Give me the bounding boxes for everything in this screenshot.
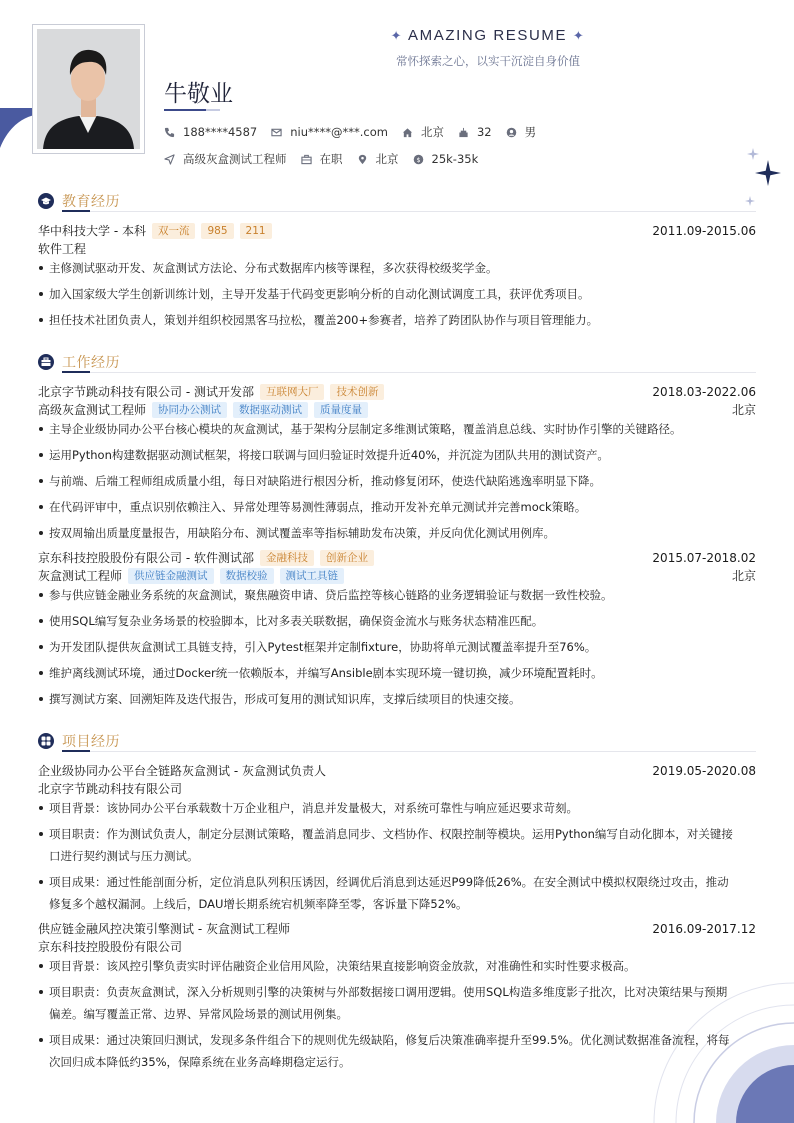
school-tag: 211	[240, 223, 272, 239]
project-bullet-line: 口进行契约测试与压力测试。	[49, 849, 199, 863]
age-text: 32	[476, 125, 492, 139]
section-divider	[62, 751, 756, 752]
resume-subtitle: 常怀探索之心，以实干沉淀自身价值	[396, 54, 580, 68]
send-icon	[164, 154, 175, 165]
education-title: 教育经历	[62, 194, 120, 210]
role-tag: 供应链金融测试	[128, 568, 214, 584]
role-tag: 数据校验	[220, 568, 274, 584]
briefcase-icon	[38, 354, 54, 370]
company-tag: 互联网大厂	[260, 384, 325, 400]
project-bullet	[38, 1029, 756, 1073]
section-accent	[62, 750, 90, 752]
salary-text: 25k-35k	[431, 152, 479, 166]
project-date: 2016.09-2017.12	[652, 921, 756, 936]
school-name: 华中科技大学 - 本科	[38, 224, 146, 238]
location-pin-icon	[357, 154, 368, 165]
work-bullet: 运用Python构建数据驱动测试框架，将接口联调与回归验证时效提升近40%，并沉淀为团队共用的测试资产。	[38, 444, 756, 466]
sparkle-icon	[745, 146, 781, 208]
project-bullet-line: 次回归成本降低约35%，保障系统在业务高峰期稳定运行。	[49, 1055, 351, 1069]
avatar-portrait	[37, 29, 140, 149]
work-entry-header	[38, 549, 756, 566]
education-section-header	[38, 191, 120, 211]
project-bullet-line: 偏差。编写覆盖正常、边界、异常风险场景的测试用例集。	[49, 1007, 348, 1021]
job-intent-row	[164, 151, 492, 167]
svg-text:$: $	[415, 155, 421, 164]
work-bullet: 为开发团队提供灰盒测试工具链支持，引入Pytest框架并定制fixture，协助将单元测试覆盖率提升至76%。	[38, 636, 756, 658]
project-bullet	[38, 871, 756, 915]
project-bullet-line: 项目成果：通过决策回归测试，发现多条件组合下的规则优先级缺陷，修复后决策准确率提升至99.5%。优化测试数据准备流程，将每	[49, 1033, 730, 1047]
gender-text: 男	[524, 125, 537, 139]
role-tag: 协同办公测试	[152, 402, 227, 418]
money-icon	[413, 154, 424, 165]
section-accent	[62, 371, 90, 373]
home-icon	[402, 127, 413, 138]
work-title: 工作经历	[62, 355, 120, 371]
role-tag: 测试工具链	[280, 568, 345, 584]
role-tag: 数据驱动测试	[233, 402, 308, 418]
work-location: 北京	[731, 403, 756, 417]
target-city-info	[357, 151, 399, 167]
project-entry-header	[38, 762, 756, 779]
city-info	[402, 124, 444, 140]
work-entry-header	[38, 383, 756, 400]
work-role-row	[38, 401, 756, 418]
phone-icon	[164, 127, 175, 138]
work-date: 2018.03-2022.06	[652, 384, 756, 399]
project-title: 项目经历	[62, 734, 120, 750]
company-name: 京东科技控股股份有限公司 - 软件测试部	[38, 551, 254, 565]
project-name: 供应链金融风控决策引擎测试 - 灰盒测试工程师	[38, 922, 290, 936]
work-bullet: 维护离线测试环境，通过Docker统一依赖版本，并编写Ansible剧本实现环境一键切换，减少环境配置耗时。	[38, 662, 756, 684]
company-name: 北京字节跳动科技有限公司 - 测试开发部	[38, 385, 254, 399]
company-tag: 创新企业	[320, 550, 374, 566]
salary-info	[413, 152, 479, 166]
star-icon: ✦	[390, 28, 404, 43]
name-underline	[164, 109, 206, 111]
phone-text: 188****4587	[183, 125, 258, 139]
education-bullet: 担任技术社团负责人，策划并组织校园黑客马拉松，覆盖200+参赛者，培养了跨团队协作与项目管理能力。	[38, 309, 756, 331]
section-divider	[62, 372, 756, 373]
work-section-header	[38, 352, 120, 372]
user-icon	[506, 127, 517, 138]
work-location: 北京	[731, 569, 756, 583]
work-role-row	[38, 567, 756, 584]
briefcase-icon	[301, 154, 312, 165]
school-tag: 985	[201, 223, 233, 239]
status-info	[301, 151, 343, 167]
project-bullet-line: 项目职责：作为测试负责人，制定分层测试策略，覆盖消息同步、文档协作、权限控制等模块。运用Python编写自动化脚本，对关键接	[49, 827, 733, 841]
education-date: 2011.09-2015.06	[652, 223, 756, 238]
gender-info	[506, 124, 537, 140]
status-text: 在职	[319, 152, 343, 166]
project-bullet	[38, 797, 756, 819]
candidate-name: 牛敬业	[164, 81, 233, 107]
section-divider	[62, 211, 756, 212]
phone-info	[164, 125, 257, 139]
section-accent	[62, 210, 90, 212]
project-bullet-line: 项目背景：该风控引擎负责实时评估融资企业信用风险，决策结果直接影响资金放款，对准确性和实时性要求极高。	[49, 959, 636, 973]
project-bullet-line: 项目成果：通过性能剖面分析，定位消息队列积压诱因，经调优后消息到达延迟P99降低26%。在安全测试中模拟权限绕过攻击，推动	[49, 875, 729, 889]
cake-icon	[458, 127, 469, 138]
graduation-cap-icon	[38, 193, 54, 209]
role-tag: 质量度量	[314, 402, 368, 418]
work-bullet: 参与供应链金融业务系统的灰盒测试，聚焦融资申请、贷后监控等核心链路的业务逻辑验证与数据一致性校验。	[38, 584, 756, 606]
work-bullet: 主导企业级协同办公平台核心模块的灰盒测试，基于架构分层制定多维测试策略，覆盖消息总线、实时协作引擎的关键路径。	[38, 418, 756, 440]
work-date: 2015.07-2018.02	[652, 550, 756, 565]
work-bullet: 按双周输出质量度量报告，用缺陷分布、测试覆盖率等指标辅助发布决策，并反向优化测试用例库。	[38, 522, 756, 544]
work-bullet: 在代码评审中，重点识别依赖注入、异常处理等易测性薄弱点，推动开发补充单元测试并完善mock策略。	[38, 496, 756, 518]
city-text: 北京	[420, 125, 444, 139]
project-bullet	[38, 981, 756, 1025]
target-city-text: 北京	[375, 152, 399, 166]
work-bullet: 使用SQL编写复杂业务场景的校验脚本，比对多表关联数据，确保资金流水与账务状态精准匹配。	[38, 610, 756, 632]
project-bullet	[38, 823, 756, 867]
grid-icon	[38, 733, 54, 749]
name-underline-light	[206, 109, 220, 111]
project-section-header	[38, 731, 120, 751]
project-company: 京东科技控股股份有限公司	[38, 940, 183, 954]
profile-photo	[32, 24, 145, 154]
role-title: 高级灰盒测试工程师	[38, 403, 147, 417]
school-tag: 双一流	[152, 223, 196, 239]
project-bullet-line: 项目职责：负责灰盒测试，深入分析规则引擎的决策树与外部数据接口调用逻辑。使用SQL构造多维度影子批次，比对决策结果与预期	[49, 985, 728, 999]
education-entry-header	[38, 222, 756, 239]
project-bullet	[38, 955, 756, 977]
project-name: 企业级协同办公平台全链路灰盒测试 - 灰盒测试负责人	[38, 764, 326, 778]
email-info	[271, 125, 388, 139]
role-title: 灰盒测试工程师	[38, 569, 123, 583]
work-bullet: 与前端、后端工程师组成质量小组，每日对缺陷进行根因分析，推动修复闭环，使迭代缺陷逃逸率明显下降。	[38, 470, 756, 492]
project-bullet-line: 修复多个越权漏洞。上线后，DAU增长期系统宕机频率降至零，客诉量下降52%。	[49, 897, 468, 911]
company-tag: 技术创新	[330, 384, 384, 400]
project-entry-header	[38, 920, 756, 937]
project-date: 2019.05-2020.08	[652, 763, 756, 778]
major: 软件工程	[38, 242, 87, 256]
contact-row	[164, 124, 550, 140]
star-icon: ✦	[572, 28, 586, 43]
project-company: 北京字节跳动科技有限公司	[38, 782, 183, 796]
resume-title-text: AMAZING RESUME	[408, 27, 568, 44]
education-bullet: 加入国家级大学生创新训练计划，主导开发基于代码变更影响分析的自动化测试调度工具，获评优秀项目。	[38, 283, 756, 305]
project-bullet-line: 项目背景：该协同办公平台承载数十万企业租户，消息并发量极大，对系统可靠性与响应延迟要求苛刻。	[49, 801, 578, 815]
position-text: 高级灰盒测试工程师	[183, 152, 287, 166]
mail-icon	[271, 127, 282, 138]
age-info	[458, 125, 492, 139]
email-text: niu****@***.com	[290, 125, 388, 139]
resume-title	[388, 27, 588, 44]
education-bullet: 主修测试驱动开发、灰盒测试方法论、分布式数据库内核等课程，多次获得校级奖学金。	[38, 257, 756, 279]
company-tag: 金融科技	[260, 550, 314, 566]
position-info	[164, 151, 287, 167]
work-bullet: 撰写测试方案、回溯矩阵及迭代报告，形成可复用的测试知识库，支撑后续项目的快速交接。	[38, 688, 756, 710]
